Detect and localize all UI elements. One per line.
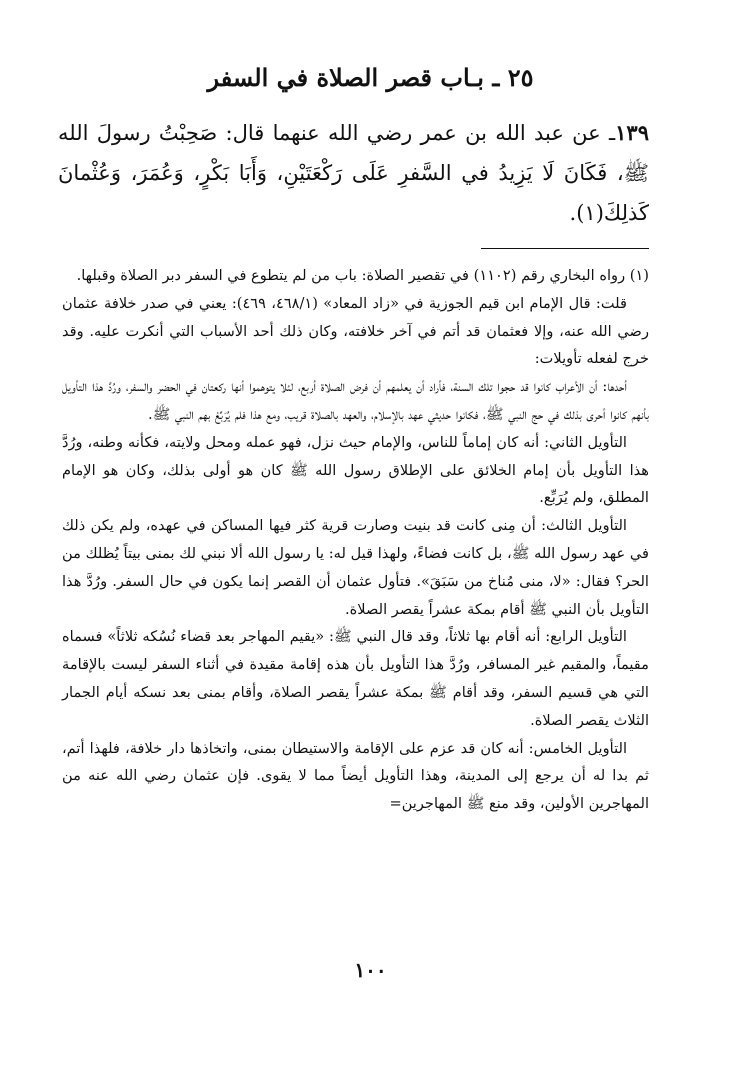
footnote-paragraph: قلت: قال الإمام ابن قيم الجوزية في «زاد المعاد» (٤٦٨/١، ٤٦٩): يعني في صدر خلافة عثمان رضي الله عنه، وإلا فعثمان قد أتم في آخر خلافته، وكان ذلك أحد الأسباب التي أنكرت عليه. وقد خرج لفعله تأويلات: [62,294,649,368]
footnote-paragraph: التأويل الثاني: أنه كان إماماً للناس، والإمام حيث نزل، فهو عمله ومحل ولايته، فكأنه وطنه، ورُدَّ هذا التأويل بأن إمام الخلائق على الإطلاق رسول الله ﷺ كان هو أولى بذلك، وكان هو الإمام المطلق، ولم يُرَبِّع. [62,433,649,507]
hadith-text: ـ عن عبد الله بن عمر رضي الله عنهما قال: صَحِبْتُ رسولَ الله ﷺ، فَكَانَ لَا يَزِيدُ في السَّفرِ عَلَى رَكْعَتَيْنِ، وَأَبَا بَكْرٍ، وَعُمَرَ، وَعُثْمانَ كَذلِكَ(١). [58,121,649,225]
footnote-1: (١) رواه البخاري رقم (١١٠٢) في تقصير الصلاة: باب من لم يتطوع في السفر دبر الصلاة وقبلها. [76,267,649,284]
footnote-paragraph: التأويل الخامس: أنه كان قد عزم على الإقامة والاستيطان بمنى، واتخاذها دار خلافة، فلهذا أتم، ثم بدا له أن يرجع إلى المدينة، وهذا التأويل أيضاً مما لا يقوى. فإن عثمان رضي الله عنه من المهاجرين الأولين، وقد منع ﷺ المهاجرين= [62,739,649,813]
footnotes-block [62,262,649,818]
hadith-text-block [58,113,649,233]
chapter-title: ٢٥ ـ بـاب قصر الصلاة في السفر [207,63,534,92]
footnote-paragraph: التأويل الرابع: أنه أقام بها ثلاثاً، وقد قال النبي ﷺ: «يقيم المهاجر بعد قضاء نُسُكه ثلاثاً» فسماه مقيماً، والمقيم غير المسافر، ورُدَّ هذا التأويل بأن هذه إقامة مقيدة في أثناء السفر ليست بالإقامة التي هي قسيم السفر، وقد أقام ﷺ بمكة عشراً يقصر الصلاة، وأقام بمنى بعد نسكه أيام الجمار الثلاث يقصر الصلاة. [62,628,649,729]
footnote-paragraph: التأويل الثالث: أن مِنى كانت قد بنيت وصارت قرية كثر فيها المساكن في عهده، ولم يكن ذلك في عهد رسول الله ﷺ، بل كانت فضاءً، ولهذا قيل له: يا رسول الله ألا نبني لك بمنى بيتاً يُظلك من الحر؟ فقال: «لا، منى مُناخ من سَبَقَ». فتأول عثمان أن القصر إنما يكون في حال السفر. ورُدَّ هذا التأويل بأن النبي ﷺ أقام بمكة عشراً يقصر الصلاة. [62,517,649,618]
page-number: ١٠٠ [354,958,387,982]
hadith-number: ١٣٩ [615,120,649,145]
footnote-separator [481,248,649,249]
footnote-paragraph: أحدها: أن الأعراب كانوا قد حجوا تلك السنة، فأراد أن يعلمهم أن فرض الصلاة أربع، لئلا يتوهموا أنها ركعتان في الحضر والسفر، ورُدَّ هذا التأويل بأنهم كانوا أحرى بذلك في حج النبي ﷺ، فكانوا حديثي عهد بالإسلام، والعهد بالصلاة قريب، ومع هذا فلم يُرَبِّعْ بهم النبي ﷺ. [62,378,649,423]
